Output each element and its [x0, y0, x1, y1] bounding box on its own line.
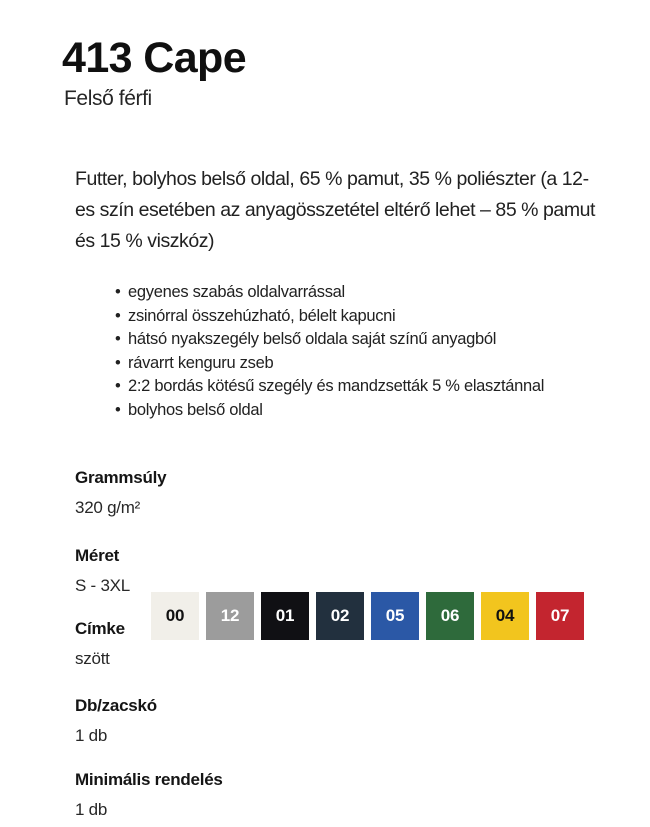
- product-description: Futter, bolyhos belső oldal, 65 % pamut, 35 % poliészter (a 12-es szín esetében az anyagösszetétel eltérő lehet – 85 % pamut és 15 % viszkóz): [75, 168, 595, 252]
- color-code: 04: [495, 606, 515, 625]
- color-swatch: [536, 592, 584, 640]
- spec-tag-label: Címke: [75, 619, 125, 638]
- spec-size-value: S - 3XL: [75, 576, 130, 595]
- feature-item: • hátsó nyakszegély belső oldala saját színű anyagból: [115, 328, 544, 352]
- color-code: 00: [165, 606, 185, 625]
- feature-item: • egyenes szabás oldalvarrással: [115, 281, 544, 305]
- spec-tag-value: szött: [75, 649, 110, 668]
- color-swatch: [206, 592, 254, 640]
- feature-item: • 2:2 bordás kötésű szegély és mandzsetták 5 % elasztánnal: [115, 375, 544, 399]
- feature-item: • rávarrt kenguru zseb: [115, 352, 544, 376]
- feature-item: • bolyhos belső oldal: [115, 399, 544, 423]
- spec-tag: [75, 619, 125, 669]
- feature-item: • zsinórral összehúzható, bélelt kapucni: [115, 305, 544, 329]
- color-swatch: [426, 592, 474, 640]
- product-subtitle: Felső férfi: [64, 87, 152, 110]
- spec-min-order: [75, 770, 223, 820]
- color-swatch-row: [151, 592, 584, 640]
- spec-weight-label: Grammsúly: [75, 468, 167, 487]
- color-swatch: [316, 592, 364, 640]
- spec-min-order-value: 1 db: [75, 800, 108, 819]
- spec-per-bag-value: 1 db: [75, 726, 108, 745]
- color-code: 02: [330, 606, 350, 625]
- spec-weight: [75, 468, 166, 518]
- color-swatch: [371, 592, 419, 640]
- color-swatch: [481, 592, 529, 640]
- spec-per-bag: [75, 696, 157, 746]
- color-code: 06: [440, 606, 460, 625]
- spec-size: [75, 546, 130, 596]
- spec-min-order-label: Minimális rendelés: [75, 770, 223, 789]
- color-swatch: [151, 592, 199, 640]
- spec-size-label: Méret: [75, 546, 120, 565]
- feature-list: [115, 281, 544, 423]
- spec-per-bag-label: Db/zacskó: [75, 696, 157, 715]
- color-swatch: [261, 592, 309, 640]
- product-title: 413 Cape: [62, 34, 247, 82]
- color-code: 07: [550, 606, 570, 625]
- spec-weight-value: 320 g/m²: [75, 498, 141, 517]
- color-code: 05: [385, 606, 405, 625]
- color-code: 01: [275, 606, 295, 625]
- color-code: 12: [220, 606, 240, 625]
